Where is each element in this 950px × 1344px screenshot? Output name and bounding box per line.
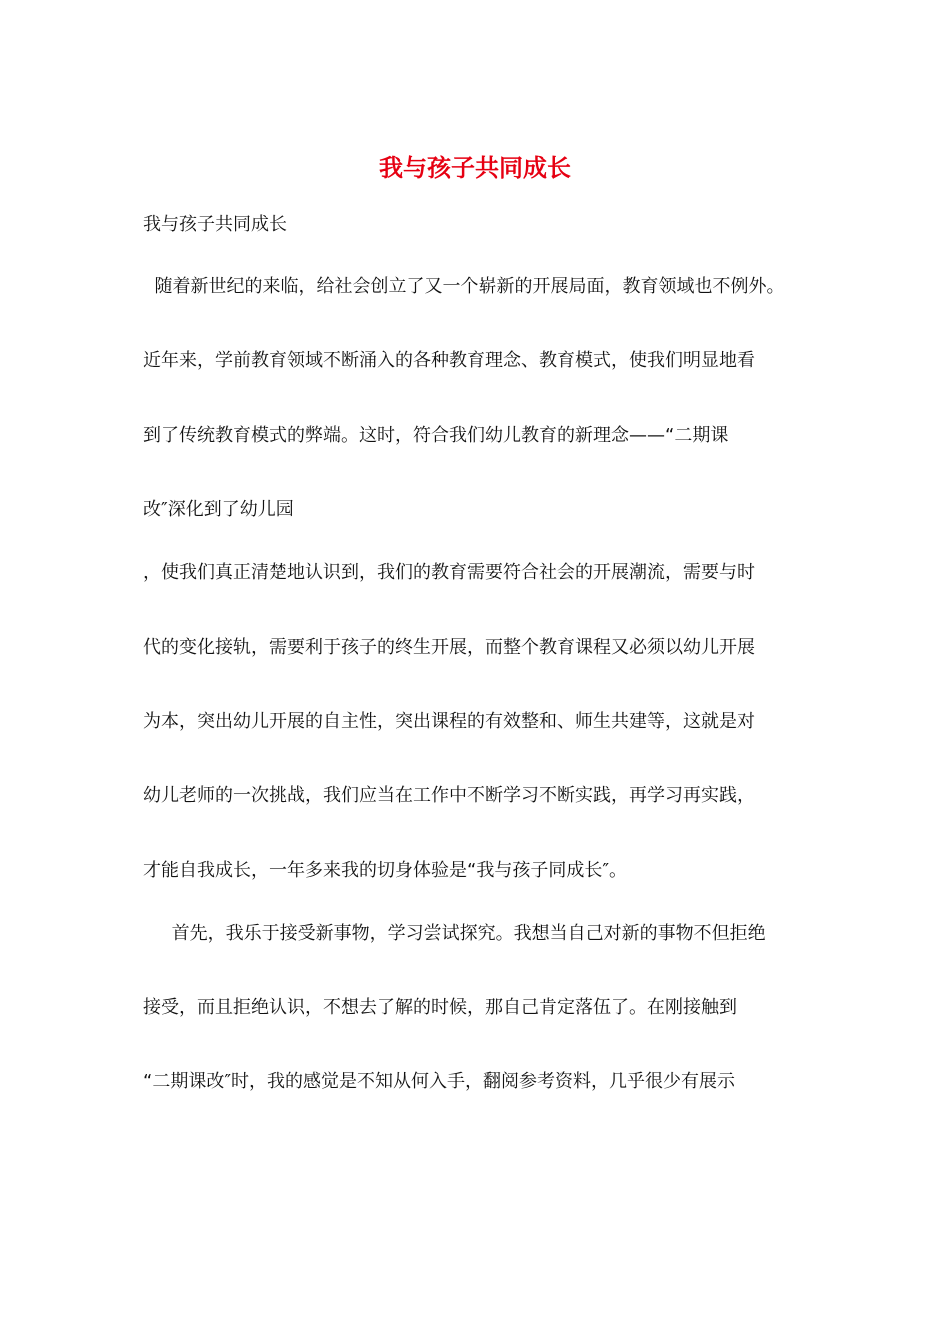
body-line: 改″深化到了幼儿园 [143, 499, 294, 520]
body-line: 为本，突出幼儿开展的自主性，突出课程的有效整和、师生共建等，这就是对 [143, 711, 755, 732]
body-line: 才能自我成长，一年多来我的切身体验是“我与孩子同成长″。 [143, 860, 628, 881]
body-line: 接受，而且拒绝认识，不想去了解的时候，那自己肯定落伍了。在刚接触到 [143, 997, 737, 1018]
body-line: 近年来，学前教育领域不断涌入的各种教育理念、教育模式，使我们明显地看 [143, 350, 755, 371]
body-line: ，使我们真正清楚地认识到，我们的教育需要符合社会的开展潮流，需要与时 [143, 562, 755, 583]
body-line: 随着新世纪的来临，给社会创立了又一个崭新的开展局面，教育领域也不例外。 [143, 276, 785, 297]
body-line: 代的变化接轨，需要利于孩子的终生开展，而整个教育课程又必须以幼儿开展 [143, 637, 755, 658]
body-line: “二期课改″时，我的感觉是不知从何入手，翻阅参考资料，几乎很少有展示 [143, 1071, 736, 1092]
body-line: 幼儿老师的一次挑战，我们应当在工作中不断学习不断实践，再学习再实践， [143, 785, 755, 806]
body-line: 首先，我乐于接受新事物，学习尝试探究。我想当自己对新的事物不但拒绝 [143, 923, 766, 944]
document-title: 我与孩子共同成长 [379, 153, 571, 182]
body-line: 到了传统教育模式的弊端。这时，符合我们幼儿教育的新理念——“二期课 [143, 425, 729, 446]
document-subtitle: 我与孩子共同成长 [143, 214, 287, 235]
